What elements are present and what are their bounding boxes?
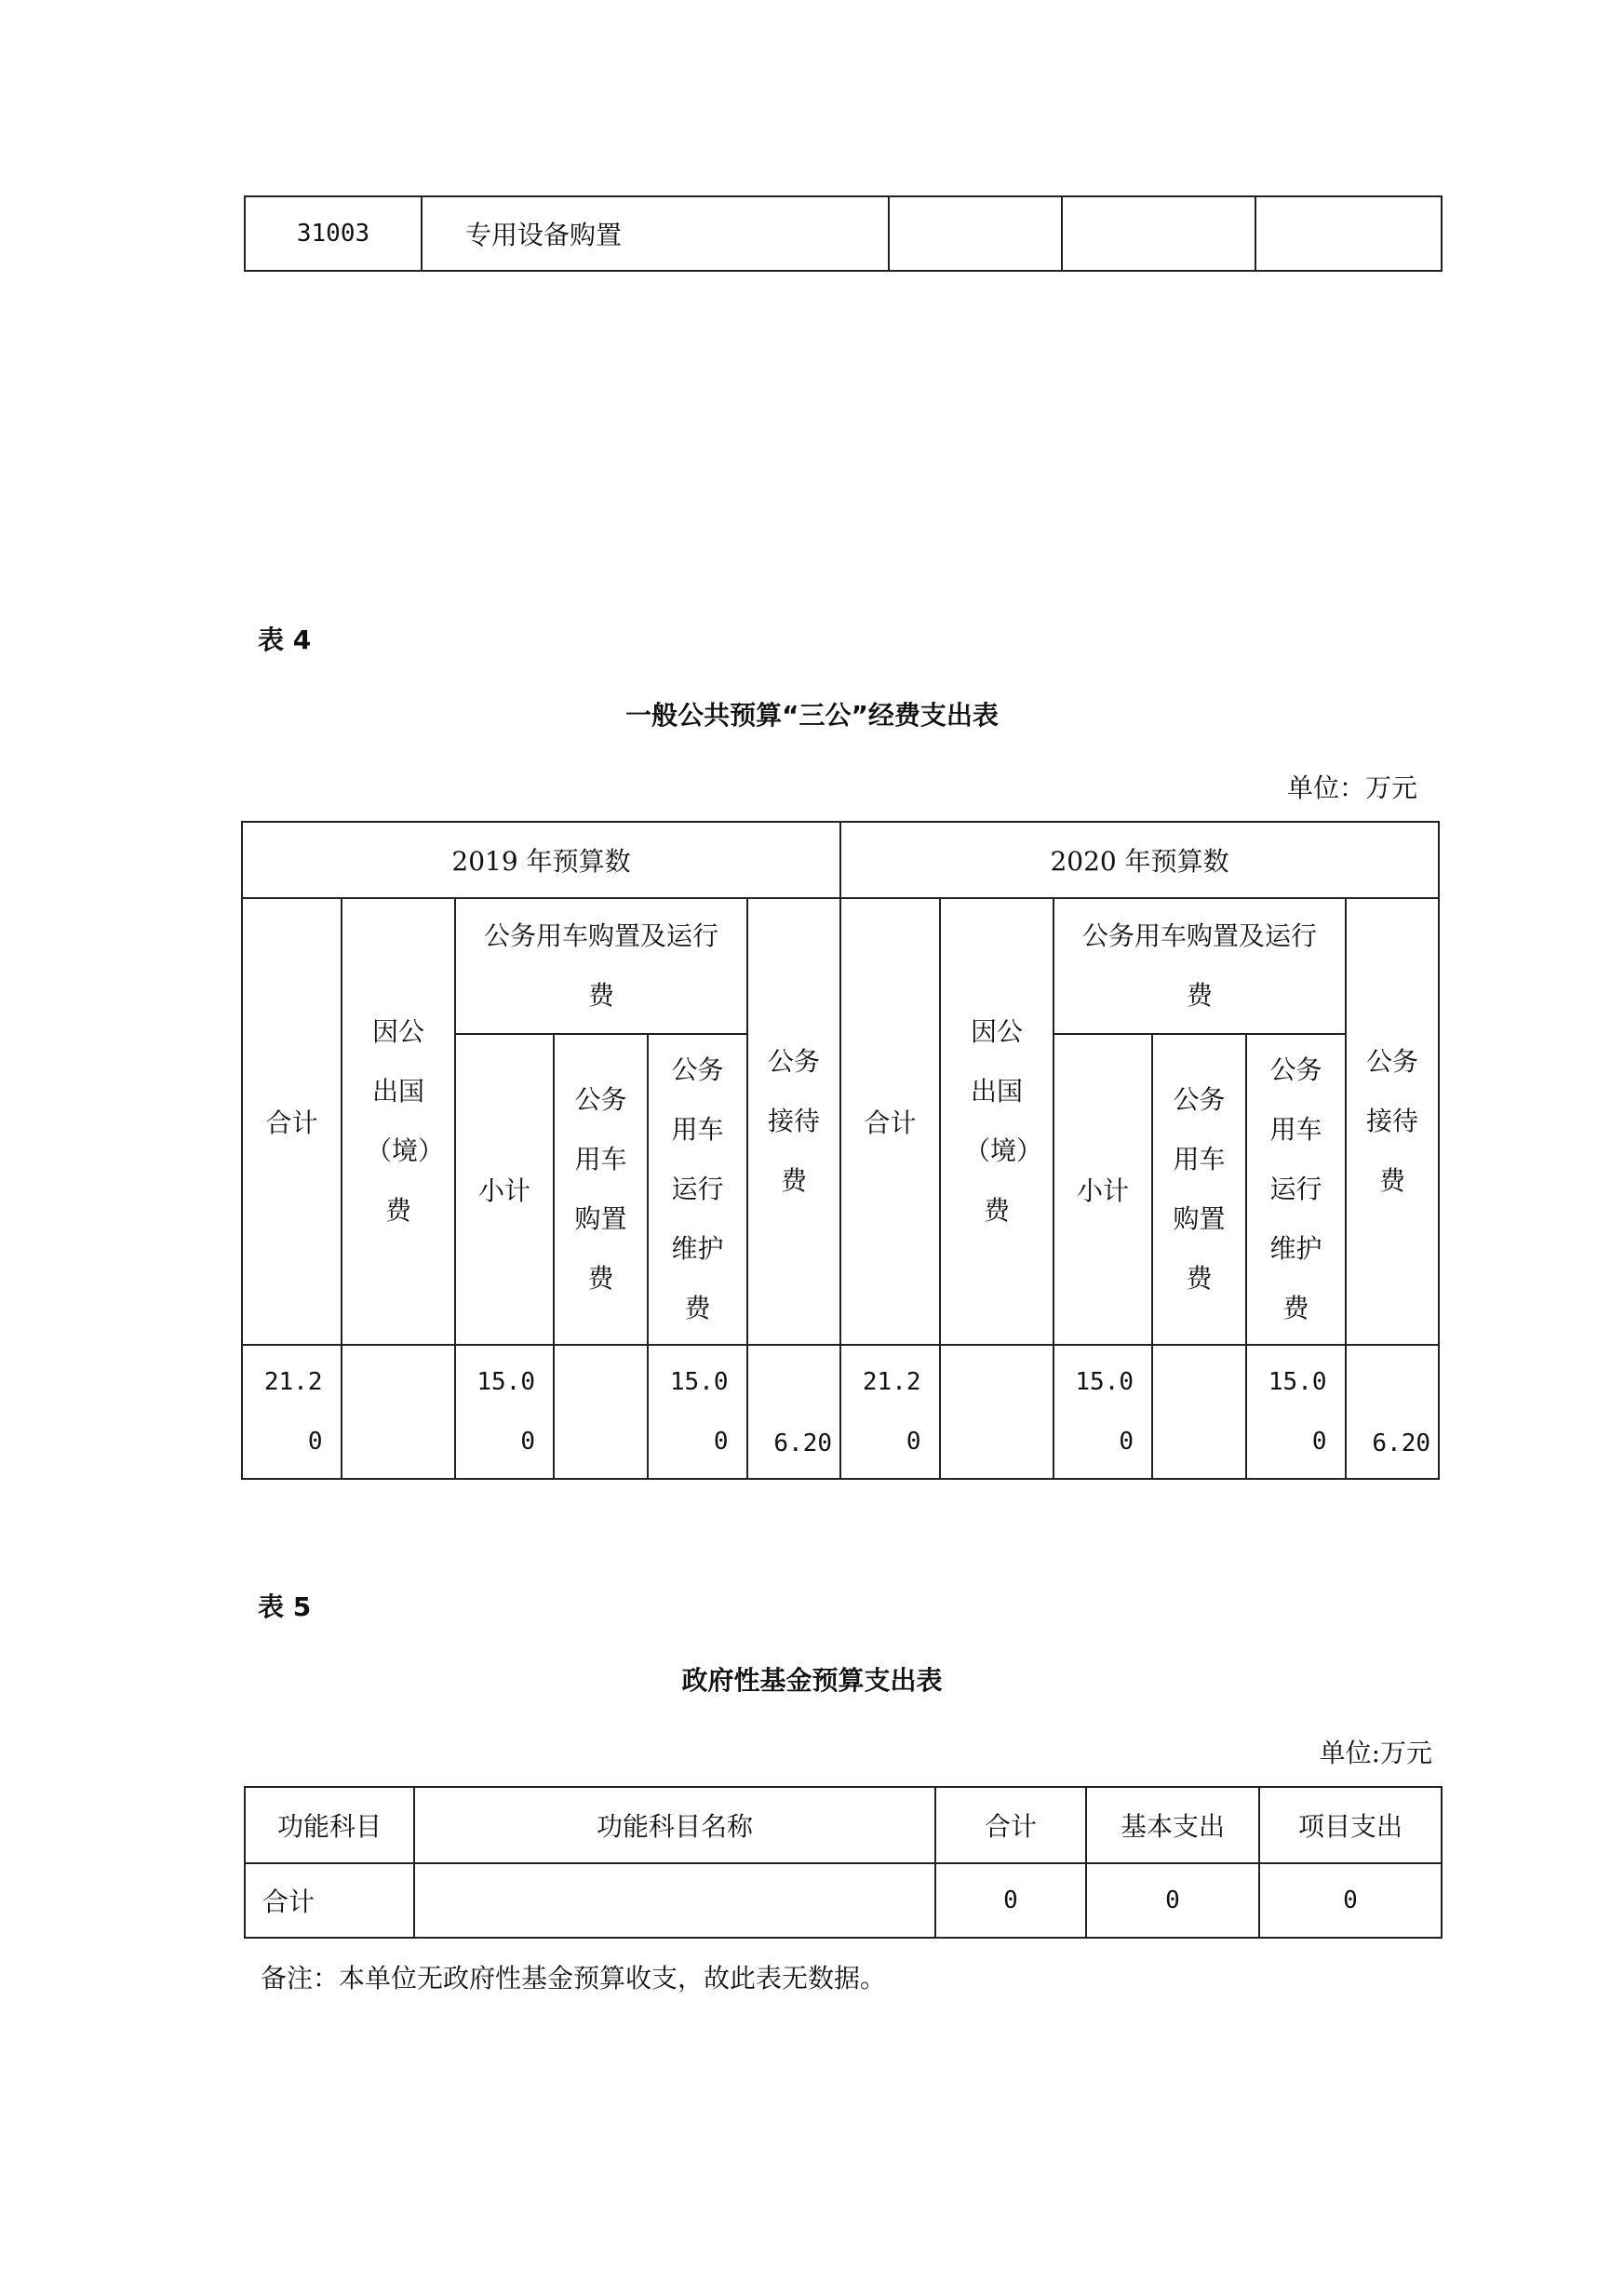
header-total: 合计 (840, 898, 940, 1345)
header-reception: 公务接待费 (1346, 898, 1439, 1345)
row-project-value: 0 (1259, 1863, 1442, 1938)
row-basic-value: 0 (1086, 1863, 1259, 1938)
value-reception-2019: 6.20 (747, 1345, 840, 1479)
table5-title: 政府性基金预算支出表 (681, 1665, 943, 1696)
table4-label: 表 4 (258, 624, 312, 655)
year-header-2019: 2019 年预算数 (242, 822, 840, 898)
header-abroad: 因公出国（境）费 (342, 898, 455, 1345)
header-project: 项目支出 (1259, 1787, 1442, 1863)
header-car-operation: 公务用车运行维护费 (648, 1034, 747, 1345)
continued-table (244, 195, 1443, 272)
header-car-group: 公务用车购置及运行费 (1054, 898, 1346, 1034)
table5-unit: 单位:万元 (1319, 1738, 1432, 1768)
cell-empty (889, 196, 1062, 271)
table5 (244, 1786, 1443, 1939)
row-total-label: 合计 (245, 1863, 414, 1938)
cell-empty (1255, 196, 1442, 271)
value-total-2020: 21.2 0 (840, 1345, 940, 1479)
header-function-code: 功能科目 (245, 1787, 414, 1863)
value-car-purchase-2020 (1152, 1345, 1246, 1479)
cell-code: 31003 (245, 196, 422, 271)
table5-label: 表 5 (258, 1591, 312, 1622)
year-header-2020: 2020 年预算数 (840, 822, 1439, 898)
header-car-purchase: 公务用车购置费 (554, 1034, 648, 1345)
value-subtotal-2020: 15.0 0 (1054, 1345, 1152, 1479)
value-subtotal-2019: 15.0 0 (455, 1345, 554, 1479)
value-abroad-2020 (940, 1345, 1054, 1479)
header-reception: 公务接待费 (747, 898, 840, 1345)
row-total-value: 0 (935, 1863, 1086, 1938)
table5-note: 备注：本单位无政府性基金预算收支，故此表无数据。 (261, 1963, 887, 1994)
cell-name: 专用设备购置 (422, 196, 889, 271)
cell-empty (1062, 196, 1255, 271)
header-car-group: 公务用车购置及运行费 (455, 898, 747, 1034)
table4-title: 一般公共预算“三公”经费支出表 (625, 700, 999, 731)
header-abroad: 因公出国（境）费 (940, 898, 1054, 1345)
header-car-purchase: 公务用车购置费 (1152, 1034, 1246, 1345)
header-basic: 基本支出 (1086, 1787, 1259, 1863)
value-reception-2020: 6.20 (1346, 1345, 1439, 1479)
table4-unit: 单位：万元 (1286, 772, 1417, 803)
header-subtotal: 小计 (455, 1034, 554, 1345)
header-total: 合计 (935, 1787, 1086, 1863)
header-function-name: 功能科目名称 (414, 1787, 935, 1863)
header-car-operation: 公务用车运行维护费 (1246, 1034, 1346, 1345)
value-abroad-2019 (342, 1345, 455, 1479)
value-total-2019: 21.2 0 (242, 1345, 342, 1479)
row-empty (414, 1863, 935, 1938)
table4 (241, 821, 1440, 1480)
value-car-operation-2020: 15.0 0 (1246, 1345, 1346, 1479)
value-car-purchase-2019 (554, 1345, 648, 1479)
header-subtotal: 小计 (1054, 1034, 1152, 1345)
header-total: 合计 (242, 898, 342, 1345)
value-car-operation-2019: 15.0 0 (648, 1345, 747, 1479)
